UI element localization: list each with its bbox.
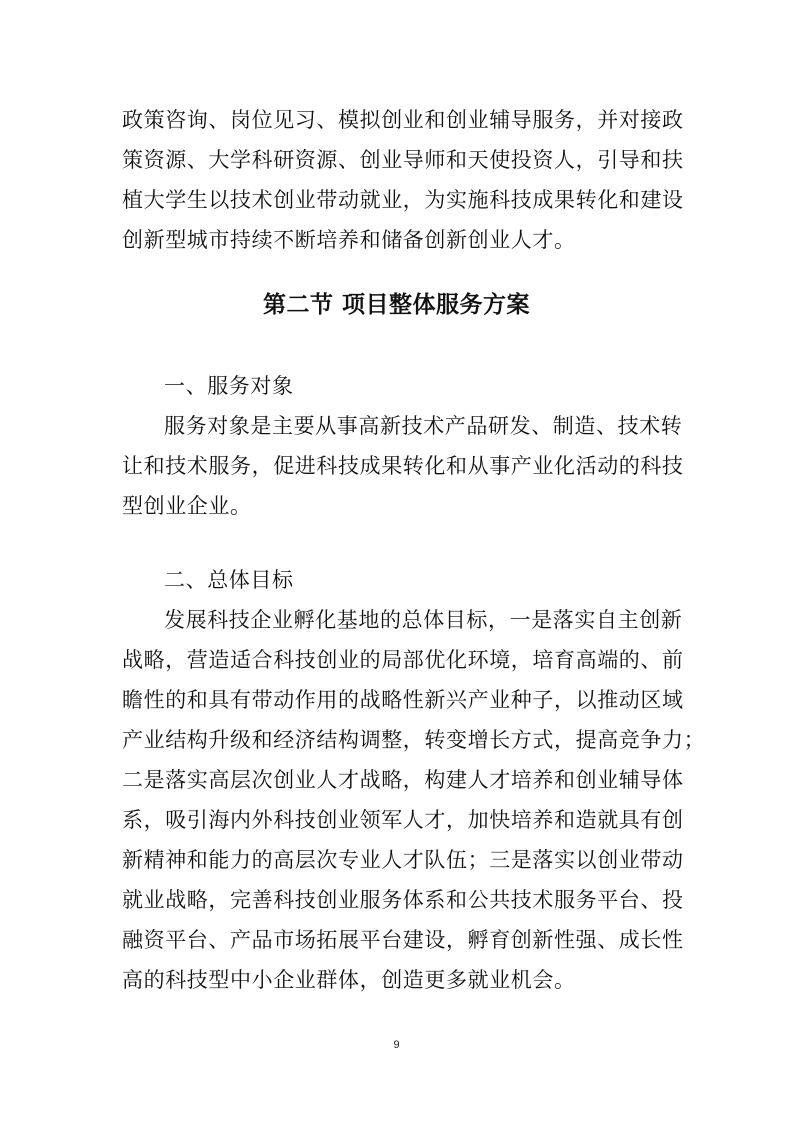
part2-line-7: 新精神和能力的高层次专业人才队伍；三是落实以创业带动 — [122, 848, 684, 872]
part1-heading: 一、服务对象 — [164, 374, 294, 398]
intro-line-4: 创新型城市持续不断培养和储备创新创业人才。 — [122, 228, 576, 252]
intro-line-1: 政策咨询、岗位见习、模拟创业和创业辅导服务，并对接政 — [122, 108, 684, 132]
part2-heading: 二、总体目标 — [164, 568, 294, 592]
part2-line-2: 战略，营造适合科技创业的局部优化环境，培育高端的、前 — [122, 648, 684, 672]
part2-line-6: 系，吸引海内外科技创业领军人才，加快培养和造就具有创 — [122, 808, 684, 832]
intro-line-2: 策资源、大学科研资源、创业导师和天使投资人，引导和扶 — [122, 148, 684, 172]
part1-line-2: 让和技术服务，促进科技成果转化和从事产业化活动的科技 — [122, 454, 684, 478]
intro-line-3: 植大学生以技术创业带动就业，为实施科技成果转化和建设 — [122, 188, 684, 212]
part2-line-1: 发展科技企业孵化基地的总体目标，一是落实自主创新 — [164, 608, 683, 632]
part2-line-3: 瞻性的和具有带动作用的战略性新兴产业种子，以推动区域 — [122, 688, 684, 712]
part2-line-8: 就业战略，完善科技创业服务体系和公共技术服务平台、投 — [122, 888, 684, 912]
section-title: 第二节 项目整体服务方案 — [262, 292, 530, 318]
page-number: 9 — [393, 1039, 400, 1051]
part1-line-1: 服务对象是主要从事高新技术产品研发、制造、技术转 — [164, 414, 683, 438]
part2-line-4: 产业结构升级和经济结构调整，转变增长方式，提高竞争力； — [122, 728, 706, 752]
part2-line-9: 融资平台、产品市场拓展平台建设，孵育创新性强、成长性 — [122, 928, 684, 952]
part2-line-5: 二是落实高层次创业人才战略，构建人才培养和创业辅导体 — [122, 768, 684, 792]
part2-line-10: 高的科技型中小企业群体，创造更多就业机会。 — [122, 968, 576, 992]
part1-line-3: 型创业企业。 — [122, 494, 252, 518]
